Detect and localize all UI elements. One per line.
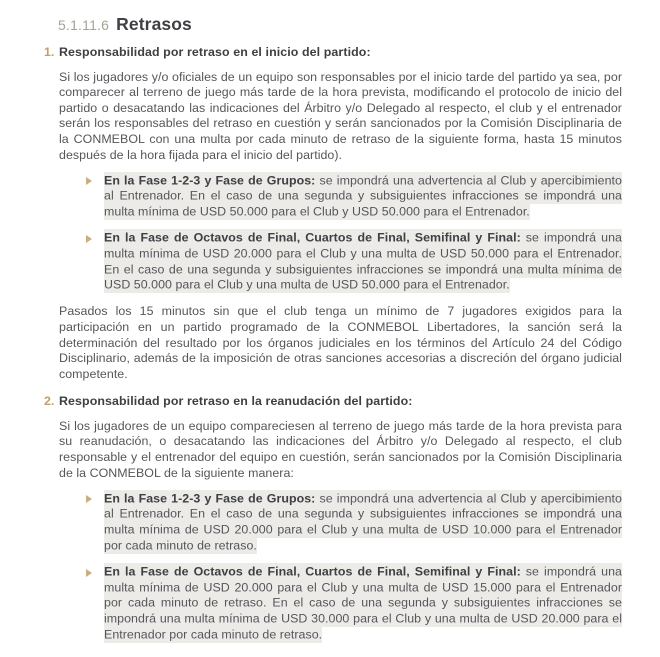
item-1-bullet-2 xyxy=(59,231,622,293)
item-2-bullet-1-text: En la Fase 1-2-3 y Fase de Grupos: se impondrá una advertencia al Club y apercibimiento al Entrenador. En el caso de una segunda y subsiguientes infracciones se impondrá una multa mínima de USD 20.000 para el Club y una multa de USD 10.000 para el Entrenador por cada minuto de retraso. xyxy=(104,491,622,553)
item-1-heading-text: Responsabilidad por retraso en el inicio del partido: xyxy=(59,45,371,59)
item-2-bullet-1 xyxy=(59,491,622,553)
item-1-number: 1. xyxy=(44,45,55,59)
item-1-body xyxy=(59,70,622,383)
item-1-intro-paragraph: Si los jugadores y/o oficiales de un equipo son responsables por el inicio tarde del partido ya sea, por comparecer al terreno de juego más tarde de la hora prevista, modificando el protocolo de inicio del partido o desacatando las indicaciones del Árbitro y/o Delegado al respecto, el club y el entrenador serán los responsables del retraso en cuestión y serán sancionados por la Comisión Disciplinaria de la CONMEBOL con una multa por cada minuto de retraso de la siguiente forma, hasta 15 minutos después de la hora fijada para el inicio del partido). xyxy=(59,69,622,162)
section-title xyxy=(58,14,622,35)
item-2-number: 2. xyxy=(44,394,55,409)
item-2-bullet-2 xyxy=(59,565,622,643)
item-2-heading-text: Responsabilidad por retraso en la reanudación del partido: xyxy=(59,394,413,409)
bullet-arrow-icon xyxy=(86,491,104,553)
item-2-bullet-2-text: En la Fase de Octavos de Final, Cuartos de Final, Semifinal y Final: se impondrá una multa mínima de USD 20.000 para el Club y una multa de USD 15.000 para el Entrenador por cada minuto de retraso. En el caso de una segunda y subsiguientes infracciones se impondrá una multa mínima de USD 30.000 para el Club y una multa de USD 20.000 para el Entrenador por cada minuto de retraso. xyxy=(104,564,622,641)
bullet-arrow-icon xyxy=(86,173,104,220)
item-1-bullet-1 xyxy=(59,173,622,220)
section-title-text: Retrasos xyxy=(116,14,192,34)
item-2-body xyxy=(59,419,622,643)
item-2-heading xyxy=(44,394,622,410)
item-1-outro-paragraph: Pasados los 15 minutos sin que el club tenga un mínimo de 7 jugadores exigidos para la participación en un partido programado de la CONMEBOL Libertadores, la sanción será la determinación del resultado por los órganos judiciales en los términos del Artículo 24 del Código Disciplinario, además de la imposición de otras sanciones accesorias a discreción del órgano judicial competente. xyxy=(59,304,622,381)
item-2-intro-paragraph: Si los jugadores de un equipo compareciesen al terreno de juego más tarde de la hora prevista para su reanudación, o desacatando las indicaciones del Árbitro y/o Delegado al respecto, el club responsable y el entrenador del equipo en cuestión, serán sancionados por la Comisión Disciplinaria de la CONMEBOL de la siguiente manera: xyxy=(59,418,622,480)
numbered-item-2 xyxy=(44,394,622,642)
section-number: 5.1.11.6 xyxy=(58,17,110,33)
numbered-item-1 xyxy=(44,45,622,382)
bullet-arrow-icon xyxy=(86,231,104,293)
bullet-arrow-icon xyxy=(86,565,104,643)
item-1-bullet-2-text: En la Fase de Octavos de Final, Cuartos de Final, Semifinal y Final: se impondrá una multa mínima de USD 20.000 para el Club y una multa de USD 50.000 para el Entrenador. En el caso de una segunda y subsiguientes infracciones se impondrá una multa mínima de USD 50.000 para el Club y una multa de USD 50.000 para el Entrenador. xyxy=(104,230,622,292)
item-1-heading xyxy=(44,45,622,61)
item-1-bullet-1-text: En la Fase 1-2-3 y Fase de Grupos: se impondrá una advertencia al Club y apercibimiento al Entrenador. En el caso de una segunda y subsiguientes infracciones se impondrá una multa mínima de USD 50.000 para el Club y USD 50.000 para el Entrenador. xyxy=(104,173,622,219)
